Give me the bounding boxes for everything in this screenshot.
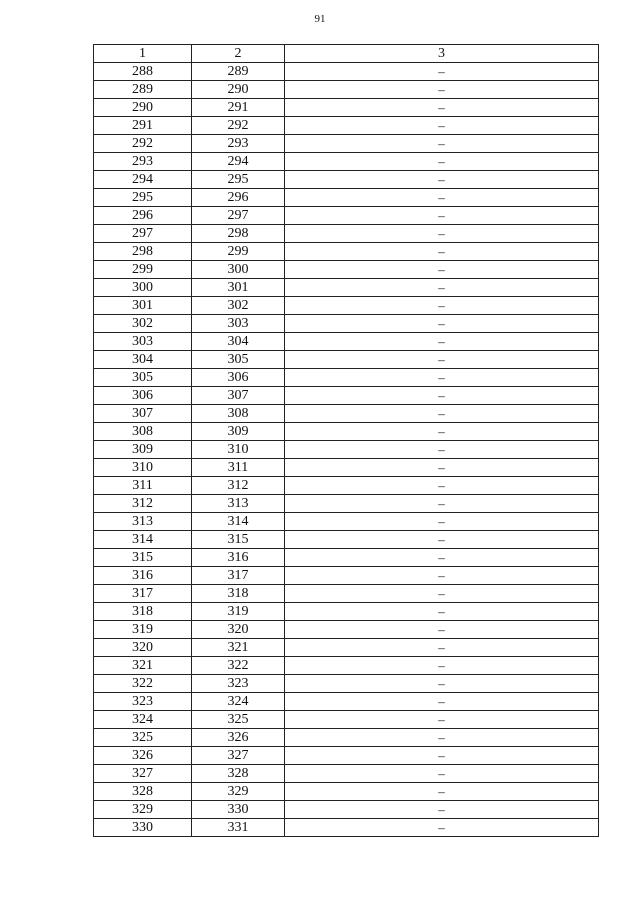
table-cell-col-1: 304 — [94, 351, 192, 369]
table-cell-col-2: 318 — [192, 585, 285, 603]
table-row — [94, 99, 599, 117]
table-cell-col-1: 308 — [94, 423, 192, 441]
table-cell-col-3: – — [285, 693, 599, 711]
table-row — [94, 387, 599, 405]
table-cell-col-2: 323 — [192, 675, 285, 693]
table-cell-col-1: 307 — [94, 405, 192, 423]
table-cell-col-3: – — [285, 297, 599, 315]
table-cell-col-3: – — [285, 81, 599, 99]
table-cell-col-3: – — [285, 279, 599, 297]
table-cell-col-2: 314 — [192, 513, 285, 531]
table-cell-col-2: 293 — [192, 135, 285, 153]
table-cell-col-2: 329 — [192, 783, 285, 801]
table-row — [94, 819, 599, 837]
table-cell-col-2: 303 — [192, 315, 285, 333]
table-cell-col-1: 311 — [94, 477, 192, 495]
table-cell-col-2: 324 — [192, 693, 285, 711]
table-cell-col-1: 322 — [94, 675, 192, 693]
table-cell-col-1: 303 — [94, 333, 192, 351]
table-cell-col-2: 294 — [192, 153, 285, 171]
table-cell-col-3: – — [285, 99, 599, 117]
table-row — [94, 729, 599, 747]
table-cell-col-1: 290 — [94, 99, 192, 117]
table-row — [94, 63, 599, 81]
table-cell-col-2: 291 — [192, 99, 285, 117]
table-cell-col-2: 328 — [192, 765, 285, 783]
table-cell-col-2: 308 — [192, 405, 285, 423]
table-cell-col-1: 326 — [94, 747, 192, 765]
table-cell-col-1: 313 — [94, 513, 192, 531]
table-cell-col-1: 317 — [94, 585, 192, 603]
table-cell-col-2: 320 — [192, 621, 285, 639]
table-cell-col-3: – — [285, 495, 599, 513]
table-cell-col-2: 297 — [192, 207, 285, 225]
table-cell-col-1: 328 — [94, 783, 192, 801]
table-cell-col-1: 292 — [94, 135, 192, 153]
table-row — [94, 459, 599, 477]
column-header-3: 3 — [285, 45, 599, 63]
table-cell-col-1: 327 — [94, 765, 192, 783]
table-cell-col-1: 296 — [94, 207, 192, 225]
table-cell-col-2: 310 — [192, 441, 285, 459]
table-cell-col-3: – — [285, 243, 599, 261]
table-cell-col-2: 298 — [192, 225, 285, 243]
table-row — [94, 747, 599, 765]
table-row — [94, 405, 599, 423]
table-cell-col-2: 307 — [192, 387, 285, 405]
table-cell-col-1: 295 — [94, 189, 192, 207]
table-cell-col-1: 288 — [94, 63, 192, 81]
table-cell-col-1: 300 — [94, 279, 192, 297]
table-cell-col-2: 305 — [192, 351, 285, 369]
table-row — [94, 531, 599, 549]
table-cell-col-3: – — [285, 549, 599, 567]
table-header — [94, 45, 599, 63]
table-cell-col-3: – — [285, 513, 599, 531]
table-cell-col-3: – — [285, 621, 599, 639]
table-row — [94, 225, 599, 243]
table-row — [94, 351, 599, 369]
table-cell-col-3: – — [285, 387, 599, 405]
table-cell-col-2: 304 — [192, 333, 285, 351]
table-cell-col-2: 330 — [192, 801, 285, 819]
table-row — [94, 315, 599, 333]
table-cell-col-3: – — [285, 405, 599, 423]
table-cell-col-1: 310 — [94, 459, 192, 477]
table-cell-col-1: 289 — [94, 81, 192, 99]
table-row — [94, 495, 599, 513]
table-row — [94, 603, 599, 621]
table-row — [94, 765, 599, 783]
table-cell-col-2: 302 — [192, 297, 285, 315]
table-row — [94, 117, 599, 135]
table-cell-col-2: 313 — [192, 495, 285, 513]
table-cell-col-2: 322 — [192, 657, 285, 675]
table-cell-col-1: 301 — [94, 297, 192, 315]
table-cell-col-2: 309 — [192, 423, 285, 441]
table-cell-col-3: – — [285, 441, 599, 459]
table-cell-col-3: – — [285, 315, 599, 333]
table-cell-col-1: 329 — [94, 801, 192, 819]
table-row — [94, 639, 599, 657]
table-row — [94, 477, 599, 495]
table-row — [94, 135, 599, 153]
table-cell-col-1: 294 — [94, 171, 192, 189]
table-cell-col-2: 326 — [192, 729, 285, 747]
table-cell-col-1: 305 — [94, 369, 192, 387]
table-cell-col-3: – — [285, 819, 599, 837]
table-cell-col-2: 321 — [192, 639, 285, 657]
table-cell-col-3: – — [285, 711, 599, 729]
table-row — [94, 441, 599, 459]
table-cell-col-2: 317 — [192, 567, 285, 585]
table-row — [94, 783, 599, 801]
table-cell-col-3: – — [285, 369, 599, 387]
table-row — [94, 801, 599, 819]
table-row — [94, 711, 599, 729]
table-row — [94, 81, 599, 99]
table-cell-col-3: – — [285, 639, 599, 657]
table-cell-col-2: 299 — [192, 243, 285, 261]
table-row — [94, 657, 599, 675]
table-cell-col-3: – — [285, 675, 599, 693]
table-cell-col-1: 319 — [94, 621, 192, 639]
table-cell-col-1: 306 — [94, 387, 192, 405]
table-row — [94, 279, 599, 297]
table-cell-col-2: 311 — [192, 459, 285, 477]
table-cell-col-2: 290 — [192, 81, 285, 99]
table-row — [94, 369, 599, 387]
table-cell-col-1: 291 — [94, 117, 192, 135]
column-header-2: 2 — [192, 45, 285, 63]
table-cell-col-3: – — [285, 153, 599, 171]
table-cell-col-2: 306 — [192, 369, 285, 387]
table-cell-col-2: 325 — [192, 711, 285, 729]
table-cell-col-2: 300 — [192, 261, 285, 279]
table-cell-col-3: – — [285, 477, 599, 495]
table-cell-col-1: 316 — [94, 567, 192, 585]
table-body — [94, 63, 599, 837]
table-cell-col-2: 292 — [192, 117, 285, 135]
table-cell-col-1: 297 — [94, 225, 192, 243]
table-cell-col-3: – — [285, 729, 599, 747]
table-row — [94, 621, 599, 639]
table-cell-col-1: 298 — [94, 243, 192, 261]
table-cell-col-1: 330 — [94, 819, 192, 837]
table-cell-col-1: 314 — [94, 531, 192, 549]
table-cell-col-2: 289 — [192, 63, 285, 81]
table-cell-col-3: – — [285, 189, 599, 207]
table-cell-col-1: 324 — [94, 711, 192, 729]
table-row — [94, 297, 599, 315]
table-cell-col-3: – — [285, 333, 599, 351]
table-cell-col-1: 312 — [94, 495, 192, 513]
table-cell-col-2: 331 — [192, 819, 285, 837]
column-header-1: 1 — [94, 45, 192, 63]
table-cell-col-3: – — [285, 135, 599, 153]
table-cell-col-1: 315 — [94, 549, 192, 567]
table-cell-col-3: – — [285, 531, 599, 549]
table-row — [94, 261, 599, 279]
table-row — [94, 585, 599, 603]
table-row — [94, 171, 599, 189]
table-cell-col-2: 315 — [192, 531, 285, 549]
table-cell-col-1: 299 — [94, 261, 192, 279]
table-cell-col-1: 302 — [94, 315, 192, 333]
table-cell-col-2: 327 — [192, 747, 285, 765]
table-row — [94, 423, 599, 441]
table-cell-col-3: – — [285, 207, 599, 225]
table-cell-col-2: 301 — [192, 279, 285, 297]
table-cell-col-3: – — [285, 747, 599, 765]
table-cell-col-2: 319 — [192, 603, 285, 621]
table-cell-col-3: – — [285, 261, 599, 279]
table-cell-col-1: 320 — [94, 639, 192, 657]
table-cell-col-3: – — [285, 801, 599, 819]
table-cell-col-1: 309 — [94, 441, 192, 459]
table-cell-col-1: 321 — [94, 657, 192, 675]
table-cell-col-1: 325 — [94, 729, 192, 747]
table-cell-col-3: – — [285, 171, 599, 189]
table-cell-col-2: 296 — [192, 189, 285, 207]
table-cell-col-3: – — [285, 783, 599, 801]
table-cell-col-3: – — [285, 585, 599, 603]
table-cell-col-2: 316 — [192, 549, 285, 567]
table-row — [94, 567, 599, 585]
header-row — [94, 45, 599, 63]
table-cell-col-3: – — [285, 603, 599, 621]
table-cell-col-1: 318 — [94, 603, 192, 621]
table-row — [94, 153, 599, 171]
table-cell-col-3: – — [285, 63, 599, 81]
table-cell-col-3: – — [285, 351, 599, 369]
table-cell-col-3: – — [285, 225, 599, 243]
table-row — [94, 243, 599, 261]
table-row — [94, 513, 599, 531]
page-number: 91 — [314, 13, 326, 25]
table-row — [94, 189, 599, 207]
table-row — [94, 675, 599, 693]
table-row — [94, 207, 599, 225]
table-cell-col-3: – — [285, 567, 599, 585]
table-row — [94, 333, 599, 351]
table-cell-col-1: 323 — [94, 693, 192, 711]
table-cell-col-2: 312 — [192, 477, 285, 495]
table-cell-col-2: 295 — [192, 171, 285, 189]
table-cell-col-3: – — [285, 765, 599, 783]
table-cell-col-3: – — [285, 117, 599, 135]
table-cell-col-1: 293 — [94, 153, 192, 171]
table-row — [94, 693, 599, 711]
table-cell-col-3: – — [285, 657, 599, 675]
table-cell-col-3: – — [285, 459, 599, 477]
data-table — [93, 44, 599, 837]
table-cell-col-3: – — [285, 423, 599, 441]
table-row — [94, 549, 599, 567]
